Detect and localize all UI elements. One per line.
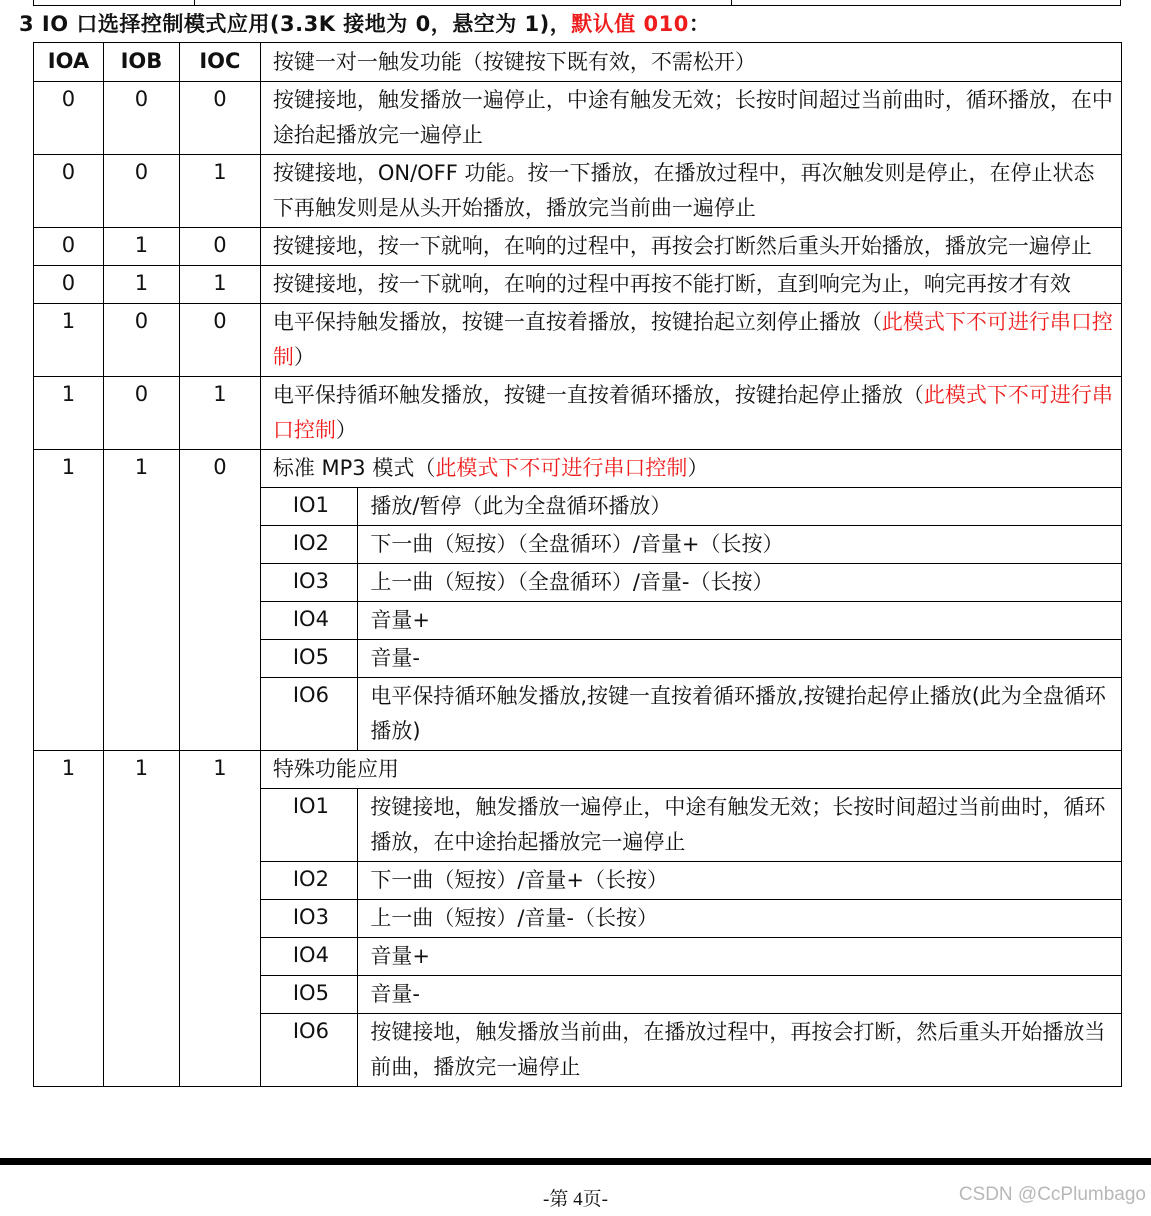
page-number: -第 4页-	[543, 1189, 608, 1210]
io-row	[261, 900, 1121, 938]
heading-text: 3 IO 口选择控制模式应用(3.3K 接地为 0，悬空为 1)，	[19, 12, 572, 36]
io-label: IO5	[261, 976, 358, 1014]
heading-suffix: ：	[688, 12, 711, 36]
ioc-value: 1	[179, 155, 260, 228]
description-tail: ）	[335, 418, 357, 442]
iob-value: 0	[103, 304, 179, 377]
io-function: 下一曲（短按）/音量+（长按）	[358, 862, 1121, 900]
iob-value: 1	[103, 228, 179, 266]
previous-table-remnant	[33, 0, 1121, 6]
column-divider	[731, 0, 732, 6]
iob-value: 0	[103, 82, 179, 155]
ioc-value: 0	[179, 228, 260, 266]
mode-description: 按键接地，按一下就响，在响的过程中，再按会打断然后重头开始播放，播放完一遍停止	[260, 228, 1121, 266]
ioc-value: 1	[179, 266, 260, 304]
ioa-value: 1	[34, 751, 104, 1087]
io-label: IO3	[261, 900, 358, 938]
ioa-value: 0	[34, 155, 104, 228]
iob-value: 0	[103, 155, 179, 228]
default-value-label: 默认值 010	[571, 12, 689, 36]
io-row	[261, 938, 1121, 976]
table-row	[34, 82, 1122, 155]
mp3-mode-title-text: 标准 MP3 模式（	[272, 456, 436, 480]
table-header-row	[34, 43, 1122, 82]
special-mode-cell	[260, 751, 1121, 1087]
io-label: IO5	[261, 640, 358, 678]
io-row	[261, 976, 1121, 1014]
serial-warning: 此模式下不可进行串口控制	[272, 383, 1113, 442]
io-mode-table	[33, 42, 1122, 1087]
io-function: 电平保持循环触发播放,按键一直按着循环播放,按键抬起停止播放(此为全盘循环播放)	[370, 684, 1106, 743]
io-function: 下一曲（短按）（全盘循环）/音量+（长按）	[358, 526, 1121, 564]
header-description: 按键一对一触发功能（按键按下既有效，不需松开）	[260, 43, 1121, 82]
section-heading	[19, 8, 710, 38]
mode-description: 按键接地，触发播放一遍停止，中途有触发无效；长按时间超过当前曲时，循环播放，在中途抬起播放完一遍停止	[260, 82, 1121, 155]
description-text: 电平保持触发播放，按键一直按着播放，按键抬起立刻停止播放（	[272, 310, 882, 334]
iob-value: 1	[103, 266, 179, 304]
io-label: IO6	[261, 1014, 358, 1087]
header-ioc: IOC	[179, 43, 260, 82]
description-text: 电平保持循环触发播放，按键一直按着循环播放，按键抬起停止播放（	[272, 383, 924, 407]
io-label: IO2	[261, 526, 358, 564]
io-function: 音量-	[358, 976, 1121, 1014]
special-mode-title: 特殊功能应用	[261, 751, 1121, 789]
table-row	[34, 304, 1122, 377]
ioa-value: 1	[34, 377, 104, 450]
ioa-value: 0	[34, 228, 104, 266]
mp3-io-table	[261, 488, 1121, 750]
io-label: IO6	[261, 678, 358, 751]
io-row	[261, 1014, 1121, 1087]
ioa-value: 1	[34, 304, 104, 377]
io-row	[261, 564, 1121, 602]
ioc-value: 0	[179, 450, 260, 751]
io-label: IO3	[261, 564, 358, 602]
ioa-value: 0	[34, 266, 104, 304]
io-function: 播放/暂停（此为全盘循环播放）	[358, 488, 1121, 526]
io-label: IO2	[261, 862, 358, 900]
io-row	[261, 789, 1121, 862]
column-divider	[194, 0, 195, 6]
io-label: IO4	[261, 938, 358, 976]
io-label: IO1	[261, 488, 358, 526]
io-row	[261, 526, 1121, 564]
table-row	[34, 228, 1122, 266]
table-row-special-mode	[34, 751, 1122, 1087]
serial-warning: 此模式下不可进行串口控制	[272, 310, 1113, 369]
footer-divider	[0, 1158, 1151, 1165]
table-row	[34, 266, 1122, 304]
header-iob: IOB	[103, 43, 179, 82]
watermark: CSDN @CcPlumbago	[958, 1184, 1146, 1205]
ioc-value: 0	[179, 304, 260, 377]
ioc-value: 1	[179, 751, 260, 1087]
ioa-value: 1	[34, 450, 104, 751]
mode-description	[260, 377, 1121, 450]
mode-description	[260, 304, 1121, 377]
iob-value: 1	[103, 751, 179, 1087]
io-row	[261, 640, 1121, 678]
io-function: 音量+	[358, 602, 1121, 640]
ioc-value: 0	[179, 82, 260, 155]
mp3-mode-title-tail: ）	[687, 456, 709, 480]
table-row	[34, 155, 1122, 228]
io-row	[261, 488, 1121, 526]
mp3-mode-title	[261, 450, 1121, 488]
io-function: 上一曲（短按）（全盘循环）/音量-（长按）	[358, 564, 1121, 602]
io-row	[261, 678, 1121, 751]
iob-value: 1	[103, 450, 179, 751]
io-function: 音量-	[358, 640, 1121, 678]
mode-description: 按键接地，按一下就响，在响的过程中再按不能打断，直到响完为止，响完再按才有效	[260, 266, 1121, 304]
description-tail: ）	[293, 345, 315, 369]
iob-value: 0	[103, 377, 179, 450]
io-row	[261, 602, 1121, 640]
io-function: 上一曲（短按）/音量-（长按）	[358, 900, 1121, 938]
io-row	[261, 862, 1121, 900]
io-function: 按键接地，触发播放一遍停止，中途有触发无效；长按时间超过当前曲时，循环播放，在中途抬起播放完一遍停止	[358, 789, 1121, 862]
io-function: 音量+	[358, 938, 1121, 976]
table-row	[34, 377, 1122, 450]
io-label: IO4	[261, 602, 358, 640]
header-ioa: IOA	[34, 43, 104, 82]
ioc-value: 1	[179, 377, 260, 450]
mode-description: 按键接地，ON/OFF 功能。按一下播放，在播放过程中，再次触发则是停止，在停止状态下再触发则是从头开始播放，播放完当前曲一遍停止	[260, 155, 1121, 228]
io-label: IO1	[261, 789, 358, 862]
table-row-mp3-mode	[34, 450, 1122, 751]
serial-warning: 此模式下不可进行串口控制	[435, 456, 688, 480]
ioa-value: 0	[34, 82, 104, 155]
io-function: 按键接地，触发播放当前曲，在播放过程中，再按会打断，然后重头开始播放当前曲，播放完一遍停止	[370, 1020, 1106, 1079]
mp3-mode-cell	[260, 450, 1121, 751]
special-io-table	[261, 789, 1121, 1086]
